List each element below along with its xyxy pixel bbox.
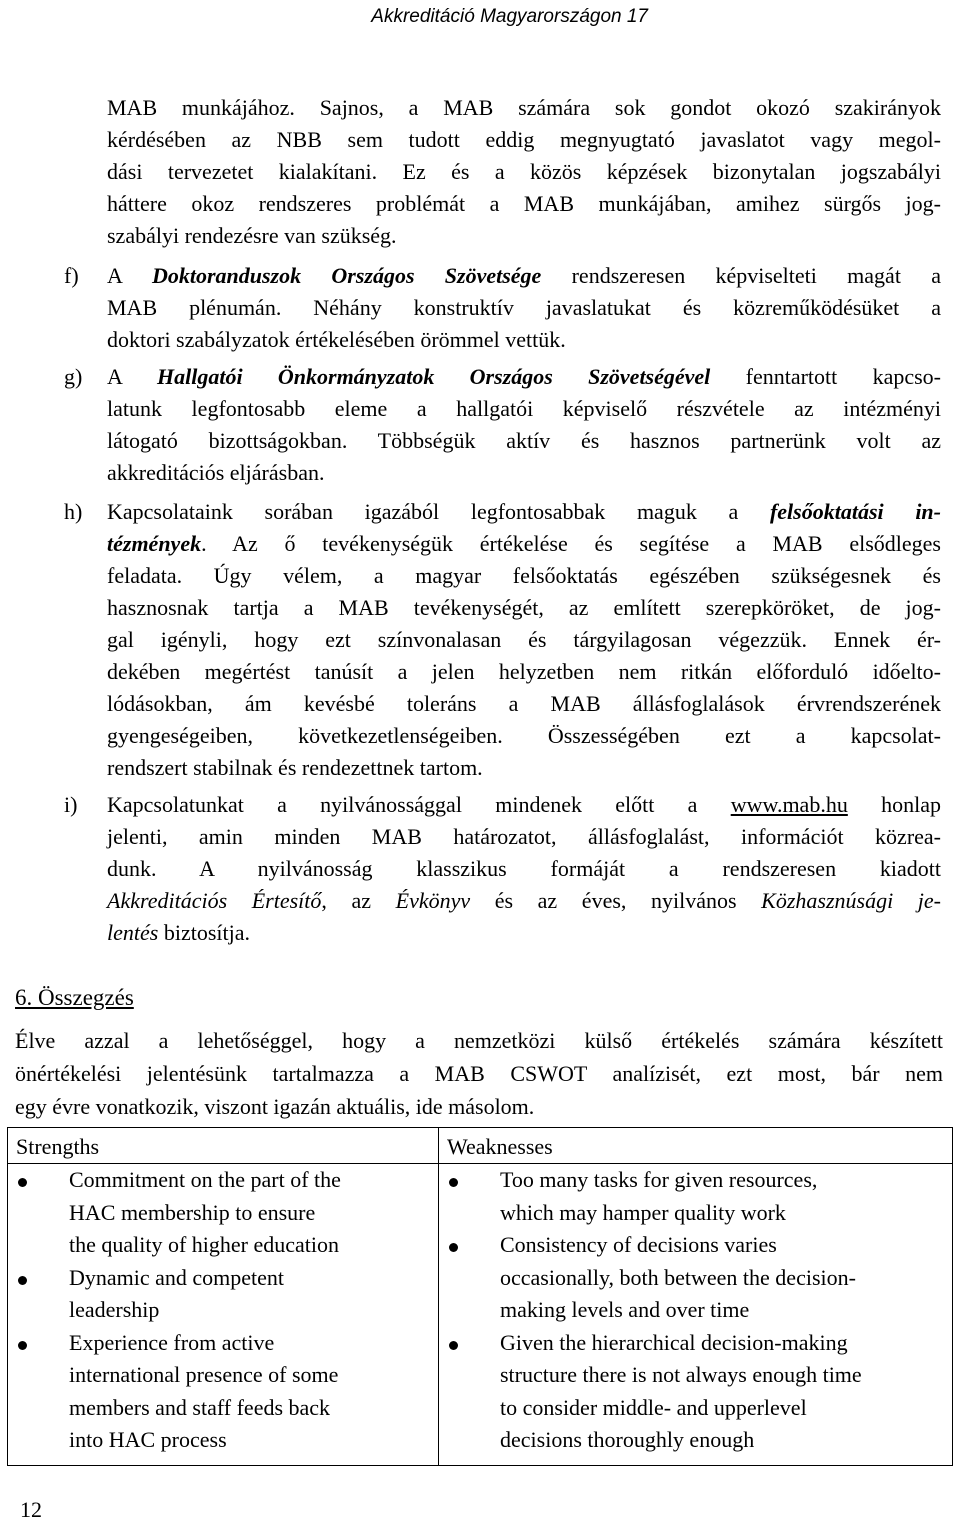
text-line: egy évre vonatkozik, viszont igazán aktuális, ide másolom. bbox=[15, 1094, 535, 1119]
text-line: látogató bizottságokban. Többségük aktív és hasznos partnerünk volt az bbox=[107, 428, 941, 453]
item-label-h: h) bbox=[64, 499, 83, 524]
website-link[interactable]: www.mab.hu bbox=[730, 792, 848, 817]
bullet-icon bbox=[449, 1341, 458, 1350]
text-line: akkreditációs eljárásban. bbox=[107, 460, 325, 485]
list-item: Too many tasks for given resources, which may hamper quality work bbox=[445, 1164, 946, 1229]
text-line: dekében megértést tanúsít a jelen helyzetben nem ritkán előforduló időelto- bbox=[107, 659, 941, 684]
org-name: Hallgatói Önkormányzatok Országos Szövetségével bbox=[157, 364, 711, 389]
item-h bbox=[107, 496, 941, 784]
continuation-paragraph bbox=[107, 92, 941, 252]
text-line: tézmények. Az ő tevékenységük értékelése és segítése a MAB elsődleges bbox=[107, 531, 941, 556]
text-line: gal igényli, hogy ezt színvonalasan és tárgyilagosan végezzük. Ennek ér- bbox=[107, 627, 941, 652]
item-f bbox=[107, 260, 941, 356]
page-number: 12 bbox=[20, 1497, 42, 1522]
bullet-icon bbox=[18, 1341, 27, 1350]
text-line: dási tervezetet kialakítani. Ez és a közös képzések bizonytalan jogszabályi bbox=[107, 159, 941, 184]
weaknesses-header: Weaknesses bbox=[439, 1128, 953, 1164]
text-line: hasznosnak tartja a MAB tevékenységét, az említett szerepköröket, de jog- bbox=[107, 595, 941, 620]
text-line: dunk. A nyilvánosság klasszikus formáját a rendszeresen kiadott bbox=[107, 856, 941, 881]
text-line: önértékelési jelentésünk tartalmazza a MAB CSWOT analízisét, ezt most, bár nem bbox=[15, 1061, 943, 1086]
item-g bbox=[107, 361, 941, 489]
text-line: latunk legfontosabb eleme a hallgatói képviselő részvétele az intézményi bbox=[107, 396, 941, 421]
text-line: Akkreditációs Értesítő, az Évkönyv és az éves, nyilvános Közhasznúsági je- bbox=[107, 888, 941, 913]
text-line: kérdésében az NBB sem tudott eddig megnyugtató javaslatot vagy megol- bbox=[107, 127, 941, 152]
summary-paragraph bbox=[15, 1024, 943, 1123]
text-line: Élve azzal a lehetőséggel, hogy a nemzetközi külső értékelés számára készített bbox=[15, 1028, 943, 1053]
bullet-icon bbox=[449, 1178, 458, 1187]
item-i bbox=[107, 789, 941, 949]
text-line: MAB plénumán. Néhány konstruktív javaslatukat és közreműködésüket a bbox=[107, 295, 941, 320]
text-line: Kapcsolataink sorában igazából legfontosabbak maguk a felsőoktatási in- bbox=[107, 499, 941, 524]
running-header: Akkreditáció Magyarországon 17 bbox=[371, 6, 648, 27]
text-line: A Doktoranduszok Országos Szövetsége rendszeresen képviselteti magát a bbox=[107, 263, 941, 288]
text-line: jelenti, amin minden MAB határozatot, állásfoglalást, információt közrea- bbox=[107, 824, 941, 849]
list-item: Consistency of decisions varies occasionally, both between the decision- making levels and over time bbox=[445, 1229, 946, 1327]
bullet-icon bbox=[449, 1243, 458, 1252]
text-line: lódásokban, ám kevésbé toleráns a MAB állásfoglalások érvrendszerének bbox=[107, 691, 941, 716]
text-line: háttere okoz rendszeres problémát a MAB munkájában, amihez sürgős jog- bbox=[107, 191, 941, 216]
text-line: MAB munkájához. Sajnos, a MAB számára sok gondot okozó szakirányok bbox=[107, 95, 941, 120]
text-line: szabályi rendezésre van szükség. bbox=[107, 223, 397, 248]
list-item: Commitment on the part of the HAC membership to ensure the quality of higher education bbox=[14, 1164, 432, 1262]
strengths-header: Strengths bbox=[8, 1128, 439, 1164]
bullet-icon bbox=[18, 1178, 27, 1187]
weaknesses-cell bbox=[439, 1164, 953, 1466]
item-label-f: f) bbox=[64, 263, 79, 288]
text-line: rendszert stabilnak és rendezettnek tartom. bbox=[107, 755, 483, 780]
text-line: lentés biztosítja. bbox=[107, 920, 250, 945]
list-item: Experience from active international presence of some members and staff feeds back into HAC process bbox=[14, 1327, 432, 1457]
text-line: gyengeségeiben, következetlenségeiben. Összességében ezt a kapcsolat- bbox=[107, 723, 941, 748]
text-line: doktori szabályzatok értékelésében örömmel vettük. bbox=[107, 327, 566, 352]
item-label-i: i) bbox=[64, 792, 78, 817]
text-line: A Hallgatói Önkormányzatok Országos Szövetségével fenntartott kapcso- bbox=[107, 364, 941, 389]
text-line: feladata. Úgy vélem, a magyar felsőoktatás egészében szükségesnek és bbox=[107, 563, 941, 588]
list-item: Given the hierarchical decision-making structure there is not always enough time to consider middle- and upperlevel decisions thoroughly enough bbox=[445, 1327, 946, 1457]
item-label-g: g) bbox=[64, 364, 83, 389]
org-name: Doktoranduszok Országos Szövetsége bbox=[151, 263, 542, 288]
bullet-icon bbox=[18, 1276, 27, 1285]
text-line: Kapcsolatunkat a nyilvánossággal mindenek előtt a www.mab.hu honlap bbox=[107, 792, 941, 817]
section-title: 6. Összegzés bbox=[15, 985, 134, 1010]
swot-table bbox=[7, 1127, 953, 1466]
strengths-cell bbox=[8, 1164, 439, 1466]
list-item: Dynamic and competent leadership bbox=[14, 1262, 432, 1327]
